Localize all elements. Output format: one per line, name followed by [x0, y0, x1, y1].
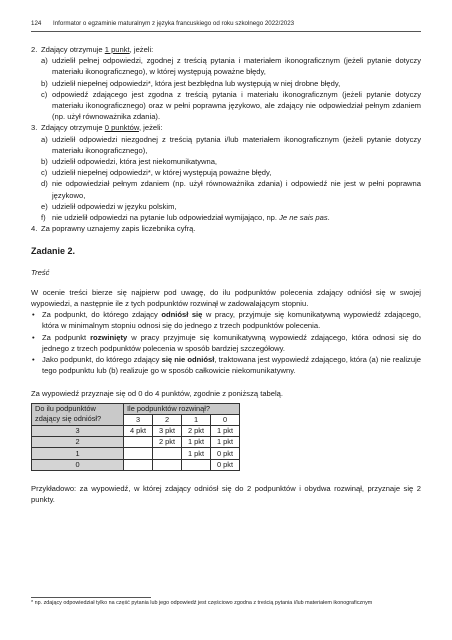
criterion-points: 1 punkt [104, 45, 130, 54]
bullet-text-end: w pracy, przyjmuje się komunikatywną wypowiedź zdającego, która w minimalnym stopniu odnosi się do jednego z trzech podpunktów polecenia. [42, 310, 421, 331]
bullet-item [31, 309, 421, 331]
table-corner-header: Do ilu podpunktów zdający się odniósł? [32, 403, 124, 425]
sub-text: udzielił pełnej odpowiedzi, zgodnej z treścią pytania i materiałem ikonograficznym (jeżeli pytanie dotyczy materiału ikonograficznego), w której występują poważne błędy, [52, 56, 421, 77]
example-paragraph: Przykładowo: za wypowiedź, w której zdający odniósł się do 2 podpunktów i obydwa rozwinął, przyznaje się 2 punkty. [31, 483, 421, 505]
section-title: Zadanie 2. [31, 246, 76, 257]
criterion-text-end: , jeżeli: [129, 45, 154, 54]
sub-letter: d) [41, 179, 48, 189]
bullet-text-end: w pracy przyjmuje się komunikatywną wypowiedź zdającego, która odnosi się do jednego z trzech podpunktów polecenia w sposób bardziej szczegółowy. [42, 332, 421, 353]
table-column-header: 3 [124, 414, 153, 425]
sub-letter: b) [41, 157, 48, 167]
criterion-number: 3. [31, 123, 38, 133]
criterion-2-sub-c [31, 89, 421, 123]
page-header [31, 20, 421, 27]
sub-letter: a) [41, 134, 48, 144]
bullet-text: Za podpunkt, do którego zdający [42, 310, 162, 320]
sub-text-end: . [327, 213, 330, 223]
header-title: Informator o egzaminie maturalnym z języka francuskiego od roku szkolnego 2022/2023 [53, 20, 295, 27]
intro-paragraph: W ocenie treści bierze się najpierw pod uwagę, do ilu podpunktów polecenia zdający odniósł się w swojej wypowiedzi, a następnie ile z tych podpunktów rozwinął w zadowalającym stopniu. [31, 287, 421, 309]
sub-letter: a) [41, 56, 48, 66]
bullet-item [31, 332, 421, 354]
table-cell: 0 pkt [211, 459, 240, 470]
criterion-text-end: , jeżeli: [138, 123, 163, 133]
page-number: 124 [31, 20, 42, 27]
bullet-icon: • [32, 310, 35, 320]
table-cell [124, 459, 153, 470]
sub-text: udzielił niepełnej odpowiedzi*, w której występują poważne błędy, [52, 168, 272, 178]
document-body [31, 44, 421, 505]
table-row-label: 2 [32, 437, 124, 448]
bullet-icon: • [32, 332, 35, 342]
criterion-points: 0 punktów [104, 123, 139, 133]
bullet-text: Jako podpunkt, do którego zdający [42, 355, 162, 365]
table-cell: 1 pkt [182, 437, 211, 448]
table-cell: 2 pkt [182, 426, 211, 437]
table-row [32, 426, 240, 437]
table-column-header: 0 [211, 414, 240, 425]
criterion-2-sub-b [31, 78, 421, 89]
table-cell: 4 pkt [124, 426, 153, 437]
criterion-2 [31, 44, 421, 55]
bullet-icon: • [32, 355, 35, 365]
table-cell: 0 pkt [211, 448, 240, 459]
table-row [32, 459, 240, 470]
table-cell: 2 pkt [153, 437, 182, 448]
sub-text: nie udzielił odpowiedzi na pytanie lub odpowiedział wymijająco, np. [52, 213, 280, 223]
footnote: * np. zdający odpowiedział tylko na część pytania lub jego odpowiedź jest częściowo zgodna z treścią pytania i/lub materiałem ikonograficznym [31, 600, 373, 606]
table-cell [124, 437, 153, 448]
table-cell [124, 448, 153, 459]
criterion-number: 2. [31, 45, 38, 54]
table-row-label: 3 [32, 426, 124, 437]
sub-text-italic: Je ne sais pas [279, 213, 328, 223]
section-subtitle: Treść [31, 267, 50, 277]
sub-letter: f) [41, 213, 46, 223]
bullet-item [31, 354, 421, 376]
table-column-header: 1 [182, 414, 211, 425]
criterion-3-sub-a [31, 134, 421, 156]
sub-text: udzielił odpowiedzi w języku polskim, [52, 201, 177, 211]
sub-letter: c) [41, 89, 48, 99]
sub-letter: e) [41, 201, 48, 211]
table-cell: 3 pkt [153, 426, 182, 437]
criterion-number: 4. [31, 224, 38, 234]
criterion-text: Zdający otrzymuje [41, 45, 105, 54]
footnote-rule [31, 597, 151, 598]
criterion-2-sub-a [31, 55, 421, 77]
table-cell [153, 459, 182, 470]
header-rule [31, 31, 421, 32]
bullet-text-end: , traktowana jest wypowiedź zdającego, która (a) nie realizuje tego podpunktu lub (b) realizuje go w sposób całkowicie niekomunikatywny. [42, 355, 421, 376]
bullet-bold: się nie odniósł [161, 355, 215, 365]
scoring-table [31, 403, 240, 471]
table-row-label: 0 [32, 459, 124, 470]
table-cell [182, 459, 211, 470]
sub-text: udzielił odpowiedzi, która jest niekomunikatywna, [52, 157, 218, 167]
criterion-4 [31, 223, 421, 234]
criterion-3-sub-b [31, 156, 421, 167]
table-group-header: Ile podpunktów rozwinął? [124, 403, 240, 414]
criterion-3-sub-e [31, 201, 421, 212]
sub-text: odpowiedź zdającego jest zgodna z treścią pytania i materiału ikonograficznym (jeżeli pytanie dotyczy materiału ikonograficznego) oraz w pełni poprawna językowo, ale zdający nie odpowiedział pełnym zdaniem (np. użył równoważnika zdania). [52, 89, 421, 122]
criterion-3-sub-f [31, 212, 421, 223]
table-row [32, 448, 240, 459]
bullet-text: Za podpunkt [42, 332, 91, 342]
criterion-3-sub-c [31, 167, 421, 178]
criterion-text: Za poprawny uznajemy zapis liczebnika cyfrą. [41, 224, 196, 234]
table-cell: 1 pkt [211, 426, 240, 437]
criterion-3 [31, 122, 421, 133]
table-column-header: 2 [153, 414, 182, 425]
criterion-text: Zdający otrzymuje [41, 123, 105, 133]
sub-letter: c) [41, 168, 48, 178]
table-cell: 1 pkt [182, 448, 211, 459]
sub-text: udzielił niepełnej odpowiedzi*, która jest bezbłędna lub występują w niej drobne błędy, [52, 78, 341, 88]
table-intro: Za wypowiedź przyznaje się od 0 do 4 punktów, zgodnie z poniższą tabelą. [31, 389, 284, 399]
bullet-bold: rozwinięty [90, 332, 128, 342]
table-cell: 1 pkt [211, 437, 240, 448]
table-row-label: 1 [32, 448, 124, 459]
sub-text: udzielił odpowiedzi niezgodnej z treścią pytania i/lub materiałem ikonograficznym (jeżeli pytanie dotyczy materiału ikonograficznego), [52, 134, 421, 155]
sub-text: nie odpowiedział pełnym zdaniem (np. użył równoważnika zdania) i odpowiedź nie jest w pełni poprawna językowo, [52, 179, 421, 200]
criterion-3-sub-d [31, 178, 421, 200]
sub-letter: b) [41, 78, 48, 88]
bullet-bold: odniósł się [161, 310, 203, 320]
table-row [32, 437, 240, 448]
table-cell [153, 448, 182, 459]
